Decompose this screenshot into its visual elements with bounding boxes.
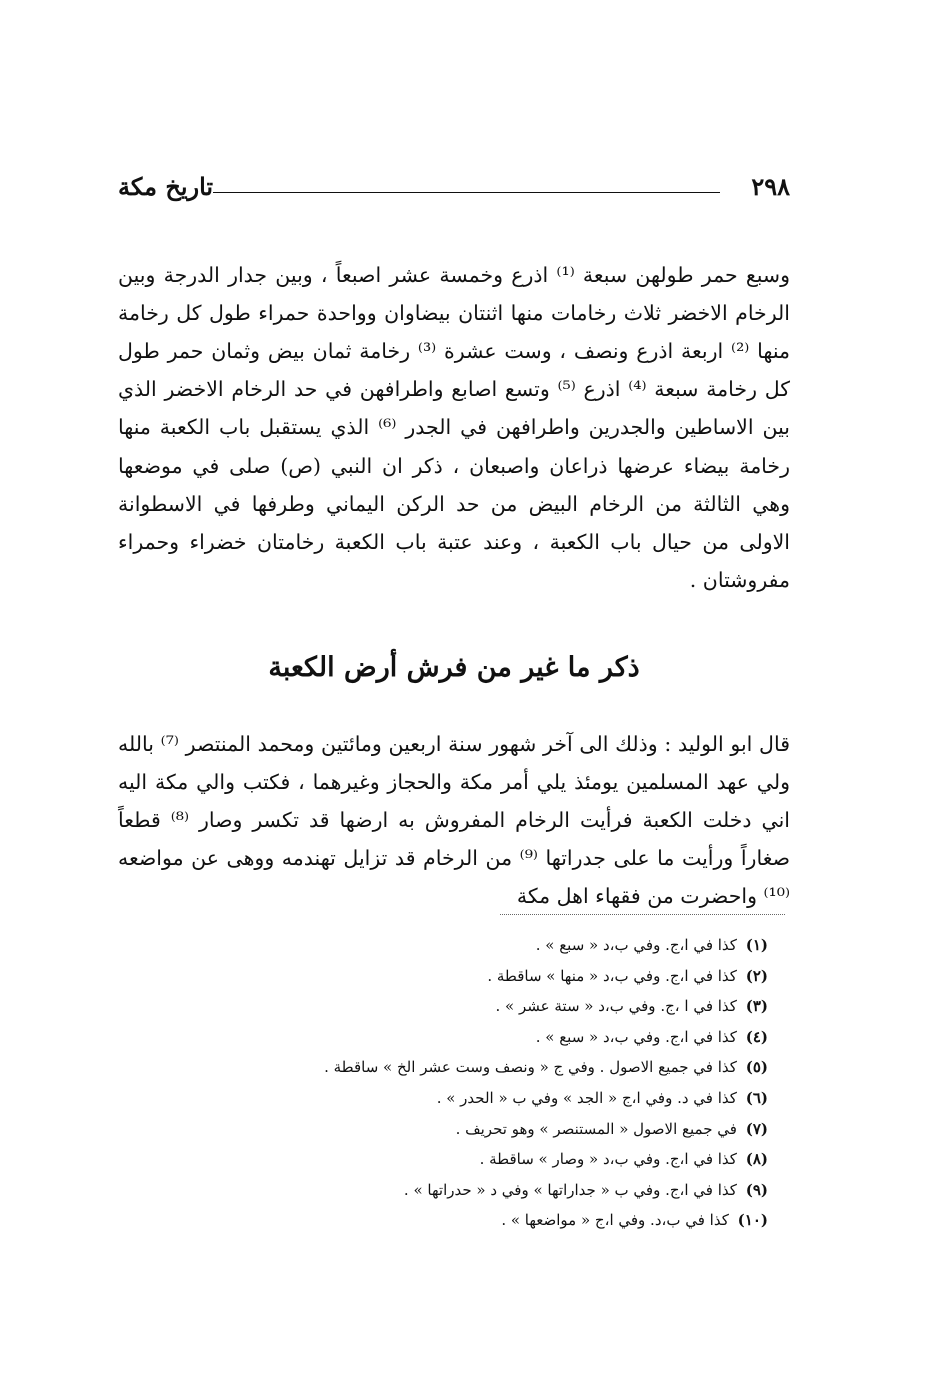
- footnote-6: [248, 1083, 768, 1114]
- footnote-number: (٣): [745, 997, 768, 1016]
- footnote-text: كذا في د. وفي ا،ج « الجد » وفي ب « الحدر » .: [436, 1088, 737, 1107]
- footnote-3: [248, 991, 768, 1022]
- footnote-number: (٩): [745, 1180, 768, 1199]
- footnotes: [248, 930, 768, 1236]
- footnote-number: (١٠): [737, 1211, 768, 1230]
- footnote-5: [248, 1052, 768, 1083]
- footnote-1: [248, 930, 768, 961]
- footnote-8: [248, 1144, 768, 1175]
- footnote-text: كذا في ا،ج. وفي ب،د « منها » ساقطة .: [487, 966, 737, 985]
- footnote-number: (٢): [745, 966, 768, 985]
- page-header: [118, 170, 790, 210]
- footnote-number: (١): [745, 936, 768, 954]
- header-rule: [213, 192, 720, 193]
- footnote-number: (٤): [745, 1027, 768, 1046]
- footnote-number: (٨): [745, 1150, 768, 1169]
- footnotes-rule: [500, 914, 785, 915]
- section-title: ذكر ما غير من فرش أرض الكعبة: [268, 652, 640, 684]
- footnote-number: (٦): [745, 1088, 768, 1107]
- footnote-text: كذا في ب،د. وفي ا،ج « مواضعها » .: [501, 1211, 729, 1230]
- footnote-text: كذا في جميع الاصول . وفي ج « ونصف وست عشر الخ » ساقطة .: [324, 1058, 737, 1077]
- footnote-10: [248, 1205, 768, 1236]
- body-paragraph-1: وسبع حمر طولهن سبعة ⁽¹⁾ اذرع وخمسة عشر اصبعاً ، وبين جدار الدرجة وبين الرخام الاخضر ثلاث رخامات منها اثنتان بيضاوان وواحدة حمراء طول كل رخامة منها ⁽²⁾ اربعة اذرع ونصف ، وست عشرة ⁽³⁾ رخامة ثمان بيض وثمان حمر طول كل رخامة سبعة ⁽⁴⁾ اذرع ⁽⁵⁾ وتسع اصابع واطرافهن في حد الرخام الاخضر الذي بين الاساطين والجدرين واطرافهن في الجدر ⁽⁶⁾ الذي يستقبل باب الكعبة منها رخامة بيضاء عرضها ذراعان واصبعان ، ذكر ان النبي (ص) صلى في موضعها وهي الثالثة من الرخام البيض من حد الركن اليماني وطرفها في الاسطوانة الاولى من حيال باب الكعبة ، وعند عتبة باب الكعبة رخامتان خضراء وحمراء مفروشتان .: [118, 262, 790, 593]
- footnote-text: كذا في ا،ج. وفي ب،د « وصار » ساقطة .: [479, 1150, 737, 1169]
- body-paragraph-2: قال ابو الوليد : وذلك الى آخر شهور سنة اربعين ومائتين ومحمد المنتصر ⁽⁷⁾ بالله ولي عهد المسلمين يومئذ يلي أمر مكة والحجاز وغيرهما ، فكتب والي مكة اليه اني دخلت الكعبة فرأيت الرخام المفروش به ارضها قد تكسر وصار ⁽⁸⁾ قطعاً صغاراً ورأيت ما على جدراتها ⁽⁹⁾ من الرخام قد تزايل تهندمه ووهى عن مواضعه ⁽¹⁰⁾ واحضرت من فقهاء اهل مكة: [118, 731, 790, 909]
- footnote-2: [248, 961, 768, 992]
- footnote-number: (٥): [745, 1058, 768, 1077]
- footnote-7: [248, 1114, 768, 1145]
- footnote-text: كذا في ا،ج. وفي ب،د « سبع » .: [535, 936, 737, 954]
- footnote-text: كذا في ا ،ج. وفي ب،د « ستة عشر » .: [495, 997, 737, 1016]
- page-number: ٢٩٨: [751, 172, 790, 201]
- footnote-text: كذا في ا،ج. وفي ب « جداراتها » وفي د « حدراتها » .: [403, 1180, 737, 1199]
- footnote-text: في جميع الاصول « المستنصر » وهو تحريف .: [455, 1119, 737, 1138]
- footnote-9: [248, 1175, 768, 1206]
- footnote-number: (٧): [745, 1119, 768, 1138]
- footnote-4: [248, 1022, 768, 1053]
- running-title: تاريخ مكة: [118, 172, 214, 201]
- footnote-text: كذا في ا،ج. وفي ب،د « سبع » .: [535, 1027, 737, 1046]
